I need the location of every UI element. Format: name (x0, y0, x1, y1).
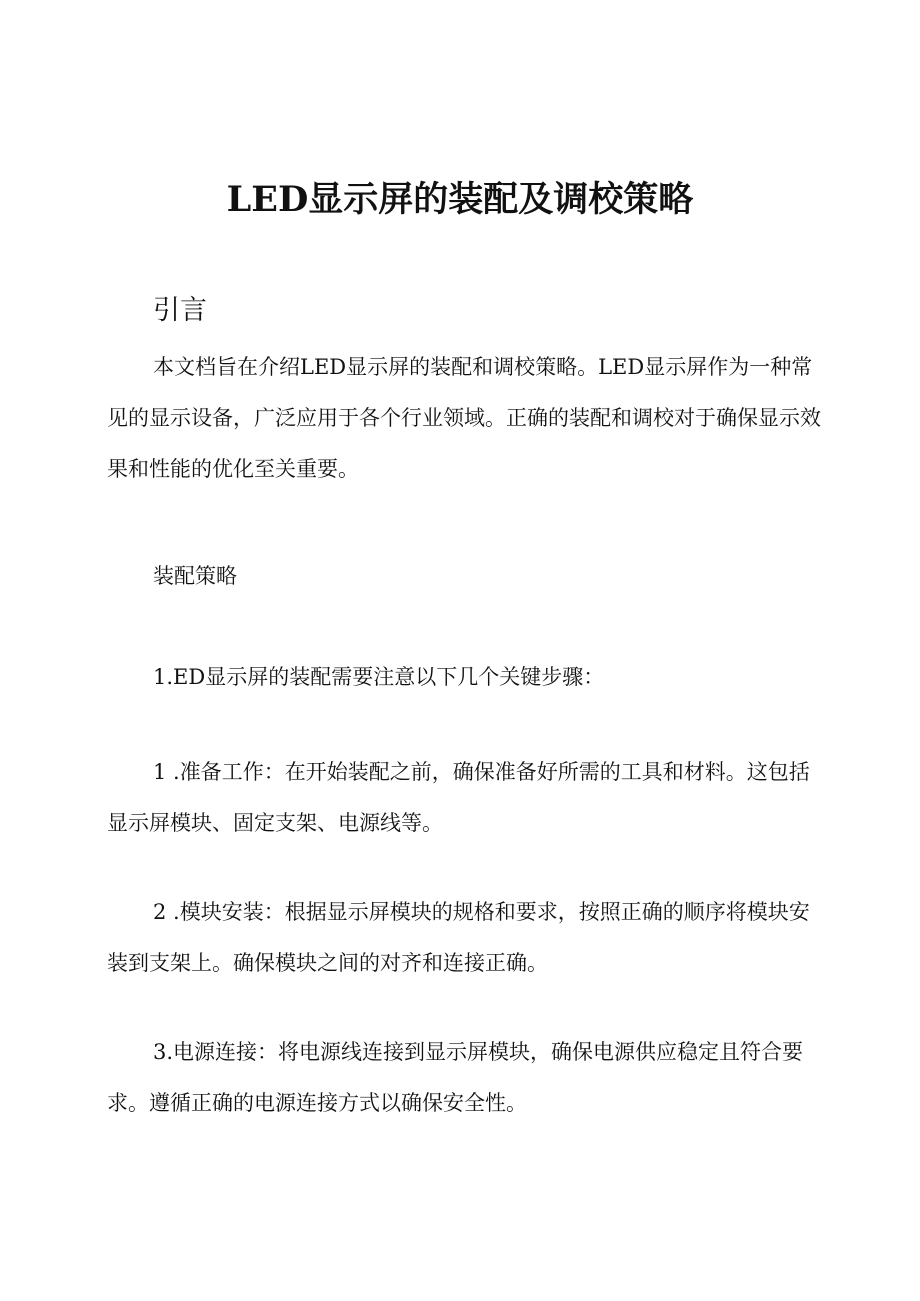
document-title: LED显示屏的装配及调校策略 (226, 179, 694, 220)
step-item-1: 1 .准备工作：在开始装配之前，确保准备好所需的工具和材料。这包括显示屏模块、固定支架、电源线等。 (107, 760, 810, 835)
step-item-3: 3.电源连接：将电源线连接到显示屏模块，确保电源供应稳定且符合要求。遵循正确的电源连接方式以确保安全性。 (107, 1040, 804, 1115)
assembly-intro: 1.ED显示屏的装配需要注意以下几个关键步骤： (153, 665, 605, 689)
intro-paragraph: 本文档旨在介绍LED显示屏的装配和调校策略。LED显示屏作为一种常见的显示设备，广泛应用于各个行业领域。正确的装配和调校对于确保显示效果和性能的优化至关重要。 (107, 355, 821, 481)
step-item-2: 2 .模块安装：根据显示屏模块的规格和要求，按照正确的顺序将模块安装到支架上。确保模块之间的对齐和连接正确。 (107, 900, 810, 975)
intro-heading: 引言 (153, 295, 207, 326)
assembly-heading: 装配策略 (153, 564, 237, 588)
